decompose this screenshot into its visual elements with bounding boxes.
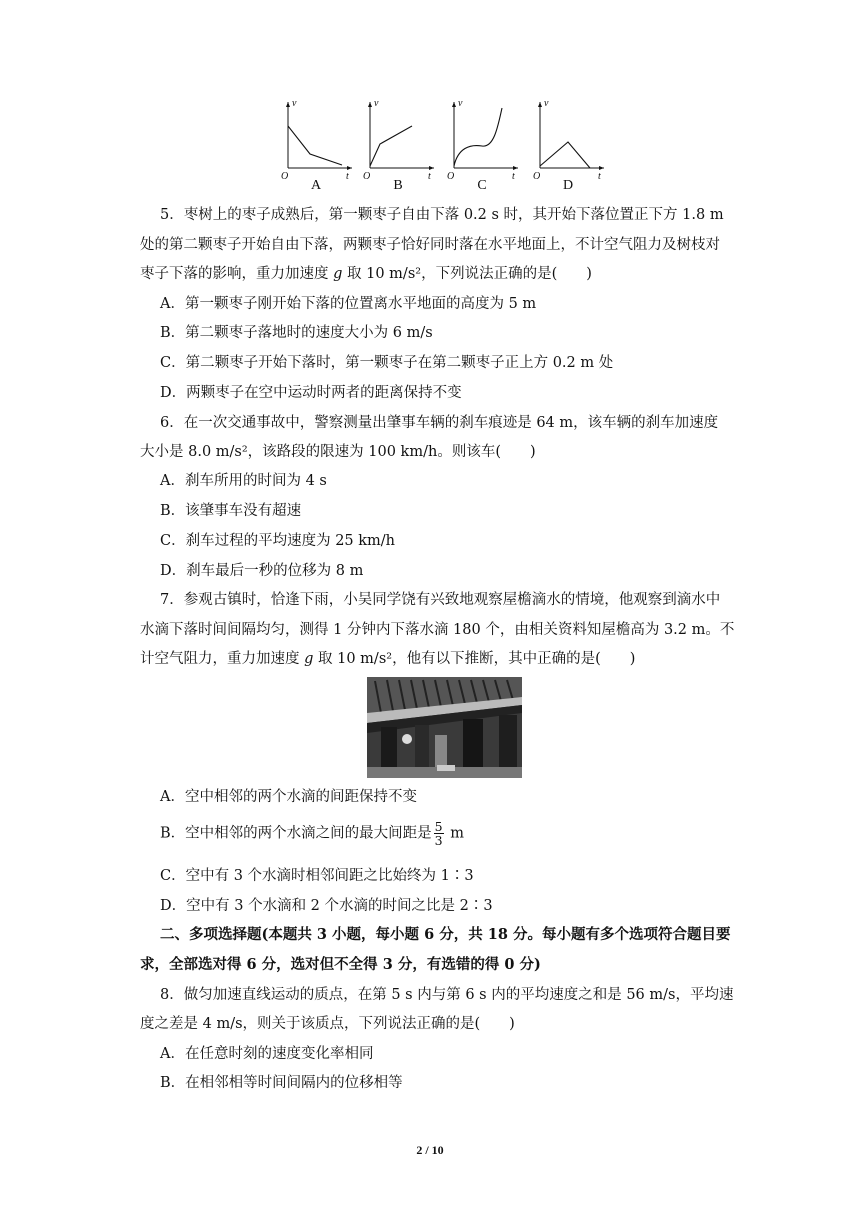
gravity-symbol: g [304, 651, 314, 667]
q8-option-a: A．在任意时刻的速度变化率相同 [160, 1046, 374, 1062]
q8-stem-line-2: 度之差是 4 m/s，则关于该质点，下列说法正确的是( ) [140, 1016, 515, 1032]
gravity-symbol: g [333, 266, 343, 282]
q5-option-d: D．两颗枣子在空中运动时两者的距离保持不变 [160, 385, 462, 401]
q6-option-d: D．刹车最后一秒的位移为 8 m [160, 563, 364, 579]
graph-c-v-label: v [458, 98, 463, 109]
q7-stem-text-a: 计空气阻力，重力加速度 [140, 651, 305, 667]
graph-a-t-label: t [346, 171, 349, 182]
graph-a-v-label: v [292, 98, 297, 109]
q6-stem-line-1: 6．在一次交通事故中，警察测量出肇事车辆的刹车痕迹是 64 m，该车辆的刹车加速度 [160, 415, 719, 431]
graph-a [278, 96, 354, 200]
q6-stem-line-2: 大小是 8.0 m/s²，该路段的限速为 100 km/h。则该车( ) [140, 444, 536, 460]
q8-stem-line-1: 8．做匀加速直线运动的质点，在第 5 s 内与第 6 s 内的平均速度之和是 56 m/s，平均速 [160, 987, 734, 1003]
graph-b-v-label: v [374, 98, 379, 109]
graph-a-origin: O [281, 171, 289, 182]
graph-b-plot [360, 96, 436, 180]
vt-graph-options [278, 96, 618, 200]
graph-c-label: C [477, 178, 487, 193]
graph-b-label: B [393, 178, 403, 193]
q5-stem-line-2: 处的第二颗枣子开始自由下落，两颗枣子恰好同时落在水平地面上，不计空气阻力及树枝对 [140, 237, 720, 253]
graph-b [360, 96, 436, 200]
q7-stem-line-2: 水滴下落时间间隔均匀，测得 1 分钟内下落水滴 180 个，由相关资料知屋檐高为 3.2 m。不 [140, 622, 735, 638]
q7-stem-line-3 [140, 649, 740, 669]
graph-c-plot [444, 96, 520, 180]
section-2-heading: 二、多项选择题(本题共 3 小题，每小题 6 分，共 18 分。每小题有多个选项符合题目要 [160, 926, 731, 943]
q7-stem-line-1: 7．参观古镇时，恰逢下雨，小吴同学饶有兴致地观察屋檐滴水的情境，他观察到滴水中 [160, 592, 721, 608]
q5-option-a: A．第一颗枣子刚开始下落的位置离水平地面的高度为 5 m [160, 296, 537, 312]
graph-b-origin: O [363, 171, 371, 182]
eaves-photo-illustration [367, 677, 522, 778]
graph-d-v-label: v [544, 98, 549, 109]
q7-option-b [160, 820, 760, 847]
fraction-five-thirds [434, 820, 444, 847]
q8-option-b: B．在相邻相等时间间隔内的位移相等 [160, 1075, 403, 1091]
q5-option-b: B．第二颗枣子落地时的速度大小为 6 m/s [160, 325, 433, 341]
q6-option-c: C．刹车过程的平均速度为 25 km/h [160, 533, 396, 549]
graph-c [444, 96, 520, 200]
q7-option-b-unit: m [445, 825, 464, 842]
graph-b-t-label: t [428, 171, 431, 182]
fraction-denominator: 3 [434, 833, 443, 848]
q5-option-c: C．第二颗枣子开始下落时，第一颗枣子在第二颗枣子正上方 0.2 m 处 [160, 355, 614, 371]
graph-c-origin: O [447, 171, 455, 182]
q5-stem-text-a: 枣子下落的影响，重力加速度 [140, 266, 334, 282]
graph-a-plot [278, 96, 354, 180]
q7-option-a: A．空中相邻的两个水滴的间距保持不变 [160, 789, 417, 805]
graph-d-origin: O [533, 171, 541, 182]
q6-option-a: A．刹车所用的时间为 4 s [160, 473, 327, 489]
q5-stem-text-b: 取 10 m/s²，下列说法正确的是( ) [342, 266, 592, 282]
q6-option-b: B．该肇事车没有超速 [160, 503, 302, 519]
q5-stem-line-3 [140, 264, 740, 284]
q5-stem-line-1: 5．枣树上的枣子成熟后，第一颗枣子自由下落 0.2 s 时，其开始下落位置正下方 1.8 m [160, 207, 724, 223]
section-2-instructions: 求，全部选对得 6 分，选对但不全得 3 分，有选错的得 0 分) [140, 956, 541, 973]
eaves-dripping-photo [367, 677, 522, 778]
graph-d-plot [530, 96, 606, 180]
graph-d [530, 96, 606, 200]
page-number: 2 / 10 [416, 1143, 444, 1157]
q7-option-d: D．空中有 3 个水滴和 2 个水滴的时间之比是 2∶3 [160, 898, 493, 914]
graph-d-label: D [562, 178, 574, 193]
graph-a-label: A [310, 178, 322, 193]
q7-option-c: C．空中有 3 个水滴时相邻间距之比始终为 1∶3 [160, 868, 474, 884]
q7-stem-text-b: 取 10 m/s²，他有以下推断，其中正确的是( ) [313, 651, 636, 667]
q7-option-b-text: B．空中相邻的两个水滴之间的最大间距是 [160, 825, 432, 842]
fraction-numerator: 5 [434, 819, 443, 834]
graph-d-t-label: t [598, 171, 601, 182]
graph-c-t-label: t [512, 171, 515, 182]
